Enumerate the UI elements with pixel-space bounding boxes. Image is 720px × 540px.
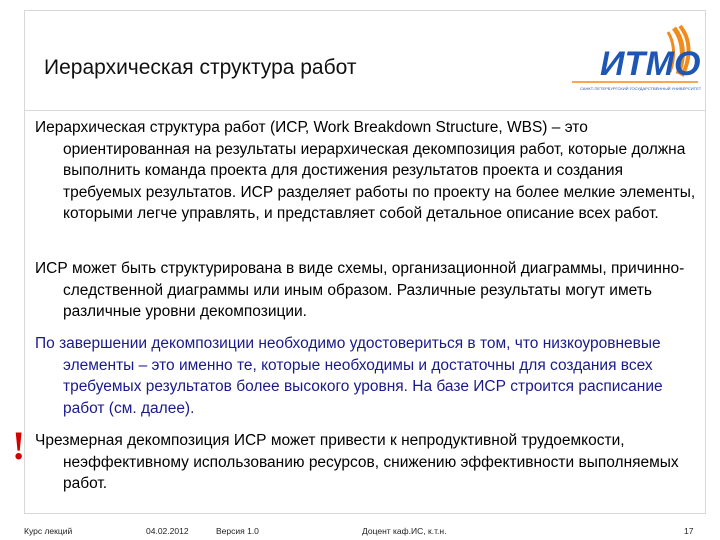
paragraph-warning: Чрезмерная декомпозиция ИСР может привести к непродуктивной трудоемкости, неэффективному использованию ресурсов, снижению эффективности выполняемых работ.	[35, 432, 679, 493]
footer-date: 04.02.2012	[146, 526, 189, 536]
warning-exclamation-icon: !	[12, 423, 26, 468]
slide-title: Иерархическая структура работ	[44, 56, 357, 79]
paragraph-decomposition: По завершении декомпозиции необходимо удостовериться в том, что низкоуровневые элементы – это именно те, которые необходимы и достаточны для создания всех требуемых результатов более высокого уровня. На базе ИСР строится расписание работ (см. далее).	[35, 335, 663, 417]
footer-course: Курс лекций	[24, 526, 73, 536]
paragraph-structure: ИСР может быть структурирована в виде схемы, организационной диаграммы, причинно-следственной диаграммы или иным образом. Различные результаты могут иметь различные уровни декомпозиции.	[35, 260, 685, 321]
logo-subtitle: САНКТ-ПЕТЕРБУРГСКИЙ ГОСУДАРСТВЕННЫЙ УНИВЕРСИТЕТ ИТМО	[580, 86, 702, 91]
paragraph-definition: Иерархическая структура работ (ИСР, Work Breakdown Structure, WBS) – это ориентированная на результаты иерархическая декомпозиция работ, которые должна выполнить команда проекта для достижения результатов проекта и создания требуемых результатов. ИСР разделяет работы по проекту на более мелкие элементы, которыми легче управлять, и представляет собой детальное описание всех работ.	[35, 119, 696, 223]
logo-text: ИТМО	[600, 45, 701, 83]
footer-version: Версия 1.0	[216, 526, 259, 536]
footer-author: Доцент каф.ИС, к.т.н.	[362, 526, 447, 536]
footer-page-number: 17	[684, 526, 694, 536]
itmo-logo	[570, 24, 702, 94]
